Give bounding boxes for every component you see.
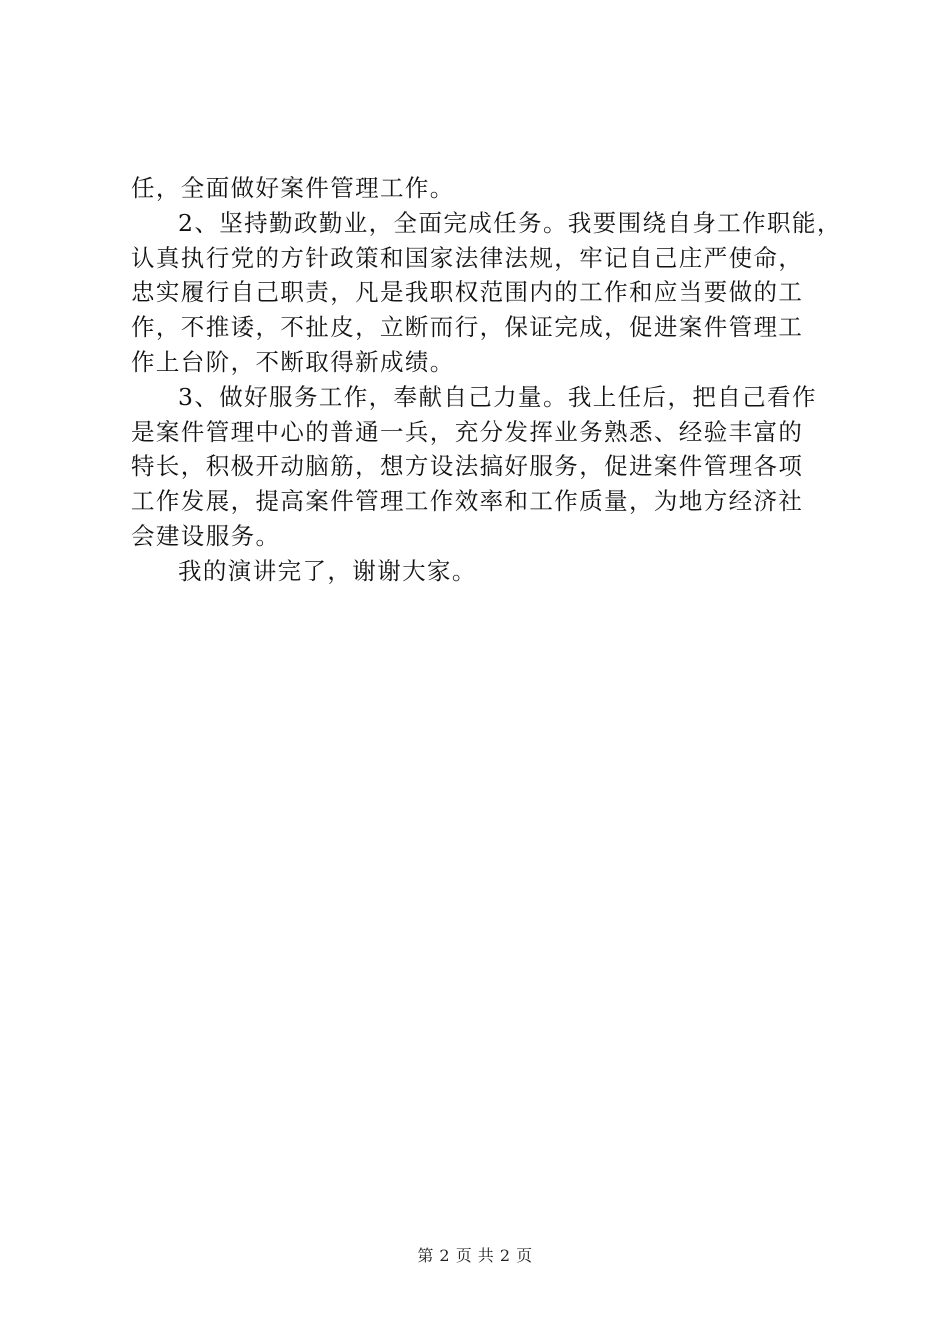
paragraph-3-line-5: 会建设服务。: [131, 521, 281, 550]
paragraph-4-line-1: 我的演讲完了，谢谢大家。: [178, 556, 477, 585]
paragraph-2-line-5: 作上台阶，不断取得新成绩。: [131, 347, 455, 376]
paragraph-1-line-1: 任，全面做好案件管理工作。: [131, 174, 455, 202]
paragraph-2-line-2: 认真执行党的方针政策和国家法律法规，牢记自己庄严使命，: [131, 243, 804, 272]
paragraph-3-line-2: 是案件管理中心的普通一兵，充分发挥业务熟悉、经验丰富的: [131, 417, 804, 446]
paragraph-2-line-1: 2、坚持勤政勤业，全面完成任务。我要围绕自身工作职能，: [178, 208, 842, 237]
paragraph-2-line-3: 忠实履行自己职责，凡是我职权范围内的工作和应当要做的工: [131, 278, 804, 307]
document-body: [131, 171, 842, 589]
page-number-footer: 第 2 页 共 2 页: [417, 1246, 533, 1265]
paragraph-2-line-4: 作，不推诿，不扯皮，立断而行，保证完成，促进案件管理工: [131, 313, 804, 342]
paragraph-3-line-1: 3、做好服务工作，奉献自己力量。我上任后，把自己看作: [178, 382, 817, 411]
paragraph-3-line-3: 特长，积极开动脑筋，想方设法搞好服务，促进案件管理各项: [131, 452, 804, 481]
paragraph-3-line-4: 工作发展，提高案件管理工作效率和工作质量，为地方经济社: [131, 487, 804, 516]
